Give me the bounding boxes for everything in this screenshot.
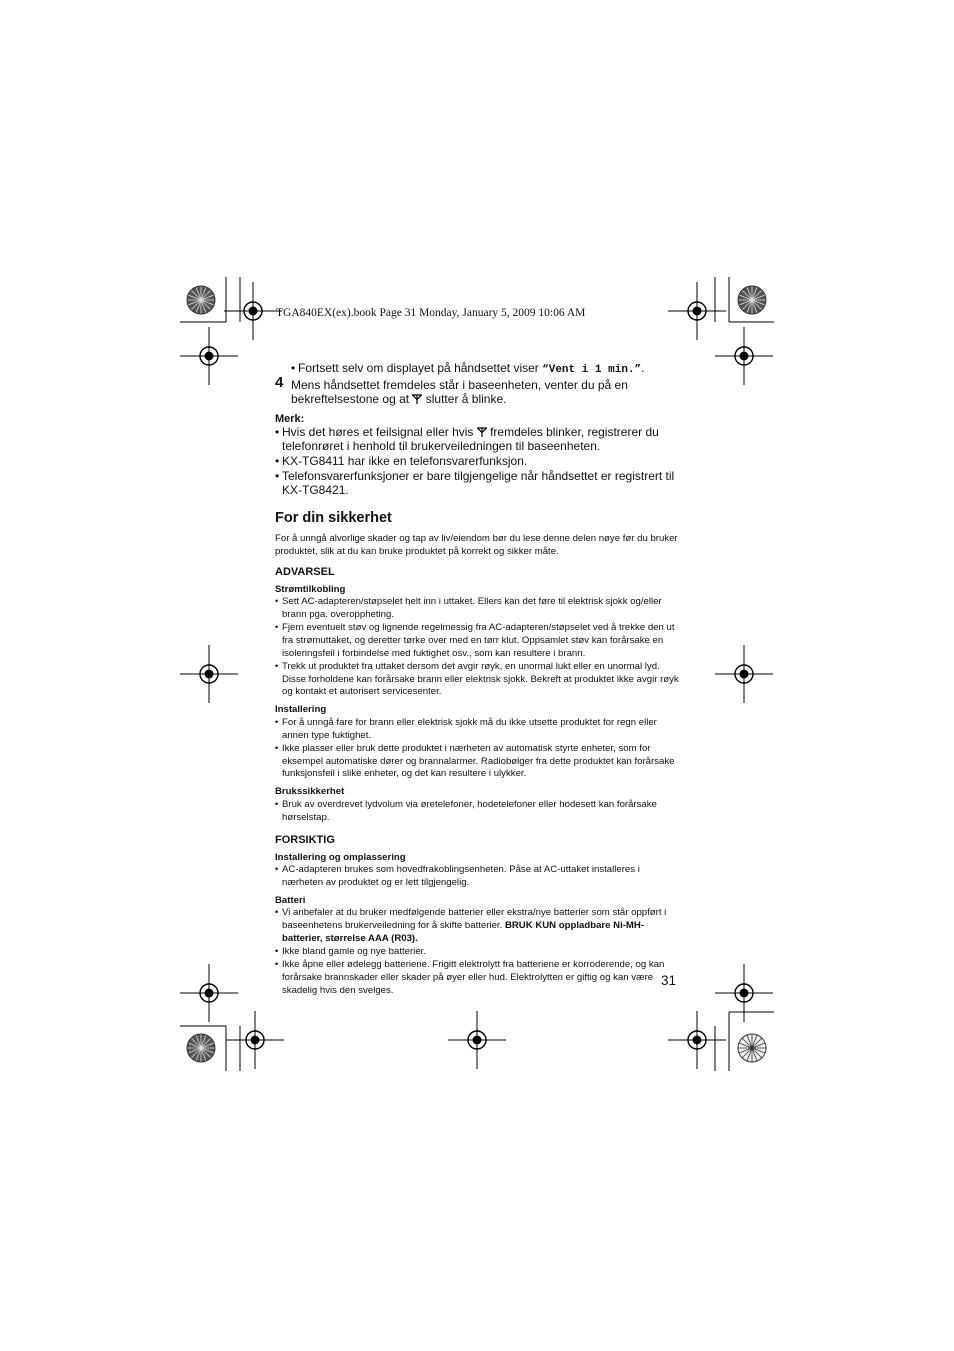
list-item: • Hvis det høres et feilsignal eller hvis fremdeles blinker, registrerer du telefonrøret i henhold til brukerveiledningen til baseenheten.	[275, 424, 659, 454]
list-item: • Ikke åpne eller ødelegg batteriene. Frigitt elektrolytt fra batteriene er korroderende, og kan forårsake brannskader eller skader på øyer eller hud. Elektrolytten er giftig og kan være skadelig hvis den svelges.	[275, 959, 665, 996]
list-item: • Vi anbefaler at du bruker medfølgende batterier eller ekstra/nye batterier som står oppført i baseenhetens brukerveiledning for å skifte batterier. BRUK KUN oppladbare Ni-MH-batterier, størrelse AAA (R03).	[275, 907, 667, 945]
list-item: • Fjern eventuelt støv og lignende regelmessig fra AC-adapteren/støpselet ved å trekke den ut fra strømuttaket, og deretter tørke over med en tørr klut. Oppsamlet støv kan forårsake en isoleringsfeil i forbindelse med fuktighet osv., som kan resultere i brann.	[275, 621, 675, 659]
subsection-title: Batteri	[275, 894, 306, 906]
subsection-title: Brukssikkerhet	[275, 786, 345, 798]
step-number: 4	[275, 373, 284, 391]
step-4: 4 Mens håndsettet fremdeles står i baseenheten, venter du på en bekreftelsestone og at slutter å blinke.	[275, 373, 628, 407]
subsection-title: Installering	[275, 704, 327, 716]
list-item: • Sett AC-adapteren/støpselet helt inn i uttaket. Ellers kan det føre til elektrisk sjokk og/eller brann pga. overoppheting.	[275, 596, 662, 620]
page-number: 31	[661, 973, 677, 988]
note-title: Merk:	[275, 412, 305, 425]
display-text: “Vent i 1 min.”	[542, 364, 642, 376]
subsection-title: Strømtilkobling	[275, 583, 346, 595]
list-item: • For å unngå fare for brann eller elektrisk sjokk må du ikke utsette produktet for regn eller annen type fuktighet.	[275, 716, 657, 741]
antenna-icon	[412, 394, 422, 404]
list-item: • Ikke bland gamle og nye batterier.	[275, 946, 426, 958]
warning-title: ADVARSEL	[275, 565, 335, 578]
list-item: • Bruk av overdrevet lydvolum via øretelefoner, hodetelefoner eller hodesett kan forårsake hørselstap.	[275, 798, 657, 823]
intro-text: For å unngå alvorlige skader og tap av liv/eiendom bør du lese denne delen nøye før du bruker produktet, slik at du kan bruke produktet på korrekt og sikker måte.	[275, 532, 678, 557]
list-item: • Telefonsvarerfunksjoner er bare tilgjengelige når håndsettet er registrert til KX-TG8421.	[275, 468, 675, 498]
bullet: •	[291, 361, 296, 375]
list-item: • Trekk ut produktet fra uttaket dersom det avgir røyk, en unormal lukt eller en unormal lyd. Disse forholdene kan forårsake brann eller elektrisk sjokk. Bekreft at produktet ikke avgir røyk og kontakt et autorisert servicesenter.	[275, 660, 679, 698]
list-item: • Fortsett selv om displayet på håndsettet viser “Vent i 1 min.”.	[291, 361, 645, 376]
list-item: • AC-adapteren brukes som hovedfrakoblingsenheten. Påse at AC-uttaket installeres i nærheten av produktet og er lett tilgjengelig.	[275, 864, 640, 889]
page-content	[275, 361, 680, 998]
list-item: • KX-TG8411 har ikke en telefonsvarerfunksjon.	[275, 453, 528, 468]
antenna-icon	[477, 427, 487, 437]
caution-title: FORSIKTIG	[275, 833, 335, 846]
book-header: TGA840EX(ex).book Page 31 Monday, January 5, 2009 10:06 AM	[276, 307, 586, 319]
section-title: For din sikkerhet	[275, 509, 392, 526]
subsection-title: Installering og omplassering	[275, 851, 406, 863]
list-item: • Ikke plasser eller bruk dette produktet i nærheten av automatisk styrte enheter, som for eksempel automatiske dører og brannalarmer. Radiobølger fra dette produktet kan forårsake funksjonsfeil i slike enheter, og det kan resultere i ulykker.	[275, 742, 675, 780]
